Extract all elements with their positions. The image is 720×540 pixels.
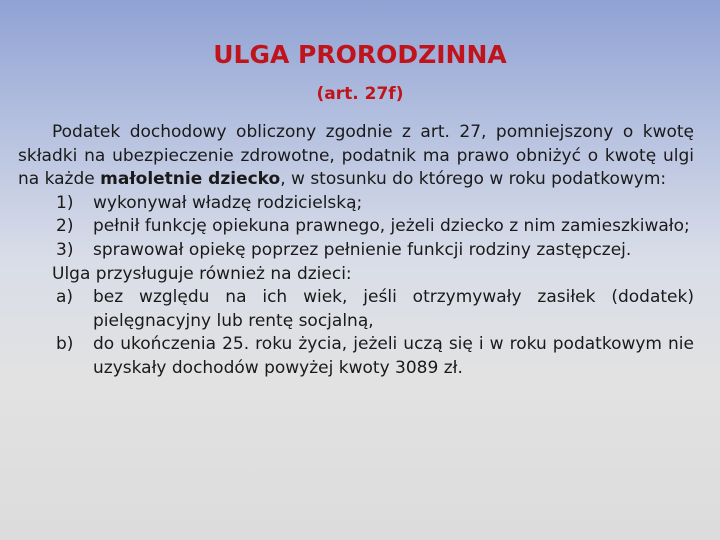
list-marker: 1) [56,192,74,213]
list-marker: b) [56,334,74,355]
list-item-text: pełnił funkcję opiekuna prawnego, jeżeli dziecko z nim zamieszkiwało; [93,216,690,237]
list-marker: 2) [56,216,74,237]
list-item-text: do ukończenia 25. roku życia, jeżeli uczą się i w roku podatkowym nie uzyskały dochodów powyżej kwoty 3089 zł. [93,334,694,378]
slide-body [18,121,694,381]
slide-subtitle: (art. 27f) [316,84,404,104]
intro-text-2: , w stosunku do którego w roku podatkowym: [280,169,667,190]
list-item-text: sprawował opiekę poprzez pełnienie funkcji rodziny zastępczej. [93,239,632,260]
list-item [18,239,694,263]
list-item [18,192,694,216]
conditions-list [18,192,694,263]
list-marker: 3) [56,239,74,260]
list-marker: a) [56,287,74,308]
children-intro: Ulga przysługuje również na dzieci: [52,263,352,284]
list-item [18,215,694,239]
list-item [18,286,694,333]
intro-bold-text: małoletnie dziecko [100,169,281,190]
list-item-text: bez względu na ich wiek, jeśli otrzymywały zasiłek (dodatek) pielęgnacyjny lub rentę socjalną, [93,287,694,331]
slide-title: ULGA PRORODZINNA [213,40,507,69]
children-conditions-list [18,286,694,380]
list-item-text: wykonywał władzę rodzicielską; [93,192,363,213]
intro-text-1: Podatek dochodowy obliczony zgodnie z art. 27, pomniejszony o kwotę składki na ubezpieczenie zdrowotne, podatnik ma prawo obniżyć o kwotę ulgi na każde [18,122,694,190]
intro-paragraph [18,121,694,192]
list-item [18,333,694,380]
